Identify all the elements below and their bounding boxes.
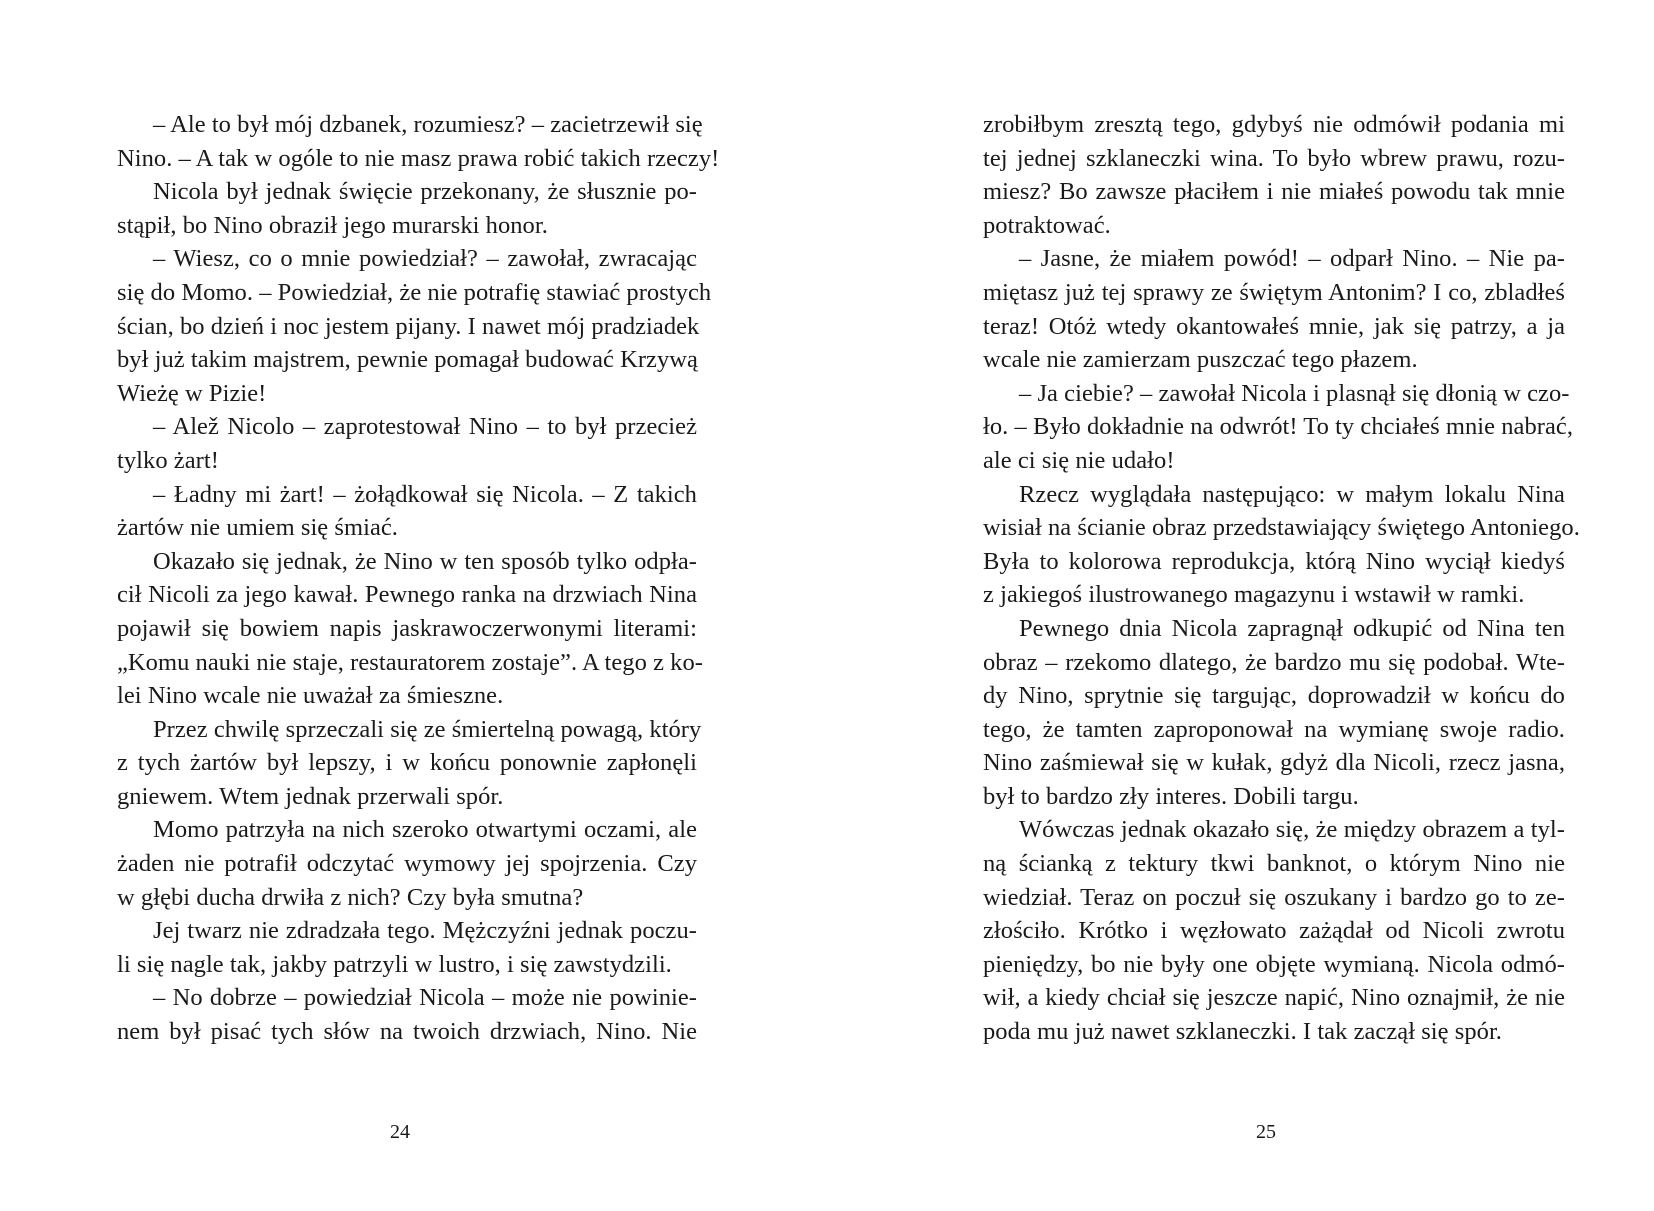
text-line: – Wiesz, co o mnie powiedział? – zawołał, zwracając <box>153 245 697 273</box>
text-line: nem był pisać tych słów na twoich drzwiach, Nino. Nie <box>117 1018 697 1046</box>
text-line: ścian, bo dzień i noc jestem pijany. I nawet mój pradziadek <box>117 312 700 340</box>
text-line: z jakiegoś ilustrowanego magazynu i wstawił w ramki. <box>983 581 1525 609</box>
text-line: Okazało się jednak, że Nino w ten sposób tylko odpła- <box>153 547 697 575</box>
text-line: cił Nicoli za jego kawał. Pewnego ranka na drzwiach Nina <box>117 581 697 609</box>
text-line: Nicola był jednak święcie przekonany, że słusznie po- <box>153 178 697 206</box>
text-line: miesz? Bo zawsze płaciłem i nie miałeś powodu tak mnie <box>983 178 1565 206</box>
text-line: – Ja ciebie? – zawołał Nicola i plasnął się dłonią w czo- <box>1019 379 1570 407</box>
text-line: obraz – rzekomo dlatego, że bardzo mu się podobał. Wte- <box>983 648 1565 676</box>
text-line: ale ci się nie udało! <box>983 446 1175 474</box>
text-line: się do Momo. – Powiedział, że nie potrafię stawiać prostych <box>117 278 712 306</box>
text-line: Wówczas jednak okazało się, że między obrazem a tyl- <box>1019 816 1565 844</box>
text-line: wiedział. Teraz on poczuł się oszukany i bardzo go to ze- <box>983 883 1565 911</box>
text-line: w głębi ducha drwiła z nich? Czy była smutna? <box>117 883 584 911</box>
text-line: potraktować. <box>983 211 1111 239</box>
text-line: Wieżę w Pizie! <box>117 379 267 407</box>
left-page <box>117 108 720 1049</box>
text-line: stąpił, bo Nino obraził jego murarski honor. <box>117 211 548 239</box>
right-page-number: 25 <box>1256 1121 1276 1143</box>
left-page-number: 24 <box>390 1121 410 1143</box>
text-line: był to bardzo zły interes. Dobili targu. <box>983 782 1359 810</box>
text-line: żaden nie potrafił odczytać wymowy jej spojrzenia. Czy <box>117 850 697 878</box>
text-line: tego, że tamten zaproponował na wymianę swoje radio. <box>983 715 1565 743</box>
text-line: wił, a kiedy chciał się jeszcze napić, Nino oznajmił, że nie <box>983 984 1565 1012</box>
text-line: dy Nino, sprytnie się targując, doprowadził w końcu do <box>983 682 1565 710</box>
text-line: gniewem. Wtem jednak przerwali spór. <box>117 782 504 810</box>
text-line: był już takim majstrem, pewnie pomagał budować Krzywą <box>117 346 698 374</box>
text-line: wcale nie zamierzam puszczać tego płazem. <box>983 346 1418 374</box>
text-line: ną ścianką z tektury tkwi banknot, o którym Nino nie <box>983 850 1565 878</box>
text-line: Rzecz wyglądała następująco: w małym lokalu Nina <box>1019 480 1565 508</box>
text-line: teraz! Otóż wtedy okantowałeś mnie, jak się patrzy, a ja <box>983 312 1565 340</box>
text-line: – No dobrze – powiedział Nicola – może nie powinie- <box>153 984 697 1012</box>
text-line: Przez chwilę sprzeczali się ze śmiertelną powagą, który <box>153 715 702 743</box>
text-line: li się nagle tak, jakby patrzyli w lustro, i się zawstydzili. <box>117 950 672 978</box>
text-line: z tych żartów był lepszy, i w końcu ponownie zapłonęli <box>117 749 697 777</box>
text-line: „Komu nauki nie staje, restauratorem zostaje”. A tego z ko- <box>117 648 703 676</box>
text-line: Jej twarz nie zdradzała tego. Mężczyźni jednak poczu- <box>153 917 697 945</box>
right-page-text <box>983 108 1580 1049</box>
text-line: – Ale to był mój dzbanek, rozumiesz? – zacietrzewił się <box>153 111 703 138</box>
text-line: tej jednej szklaneczki wina. To było wbrew prawu, rozu- <box>983 144 1565 172</box>
text-line: poda mu już nawet szklaneczki. I tak zaczął się spór. <box>983 1018 1502 1046</box>
text-line: złościło. Krótko i węzłowato zażądał od Nicoli zwrotu <box>983 917 1565 945</box>
text-line: ło. – Było dokładnie na odwrót! To ty chciałeś mnie nabrać, <box>983 413 1573 441</box>
text-line: żartów nie umiem się śmiać. <box>117 514 398 542</box>
text-line: zrobiłbym zresztą tego, gdybyś nie odmówił podania mi <box>983 111 1565 138</box>
text-line: lei Nino wcale nie uważał za śmieszne. <box>117 682 504 710</box>
right-page <box>983 108 1580 1049</box>
text-line: Nino. – A tak w ogóle to nie masz prawa robić takich rzeczy! <box>117 144 720 172</box>
text-line: – Ładny mi żart! – żołądkował się Nicola. – Z takich <box>153 480 697 508</box>
text-line: Była to kolorowa reprodukcja, którą Nino wyciął kiedyś <box>983 547 1565 575</box>
text-line: tylko żart! <box>117 446 219 474</box>
text-line: – Alež Nicolo – zaprotestował Nino – to był przecież <box>153 413 697 441</box>
text-line: – Jasne, że miałem powód! – odparł Nino. – Nie pa- <box>1019 245 1565 273</box>
text-line: Nino zaśmiewał się w kułak, gdyż dla Nicoli, rzecz jasna, <box>983 749 1565 777</box>
text-line: wisiał na ścianie obraz przedstawiający świętego Antoniego. <box>983 514 1580 542</box>
text-line: miętasz już tej sprawy ze świętym Antonim? I co, zbladłeś <box>983 278 1565 306</box>
text-line: pieniędzy, bo nie były one objęte wymianą. Nicola odmó- <box>983 950 1565 978</box>
left-page-text <box>117 108 720 1049</box>
text-line: pojawił się bowiem napis jaskrawoczerwonymi literami: <box>117 614 697 642</box>
text-line: Momo patrzyła na nich szeroko otwartymi oczami, ale <box>153 816 697 844</box>
text-line: Pewnego dnia Nicola zapragnął odkupić od Nina ten <box>1019 614 1565 642</box>
